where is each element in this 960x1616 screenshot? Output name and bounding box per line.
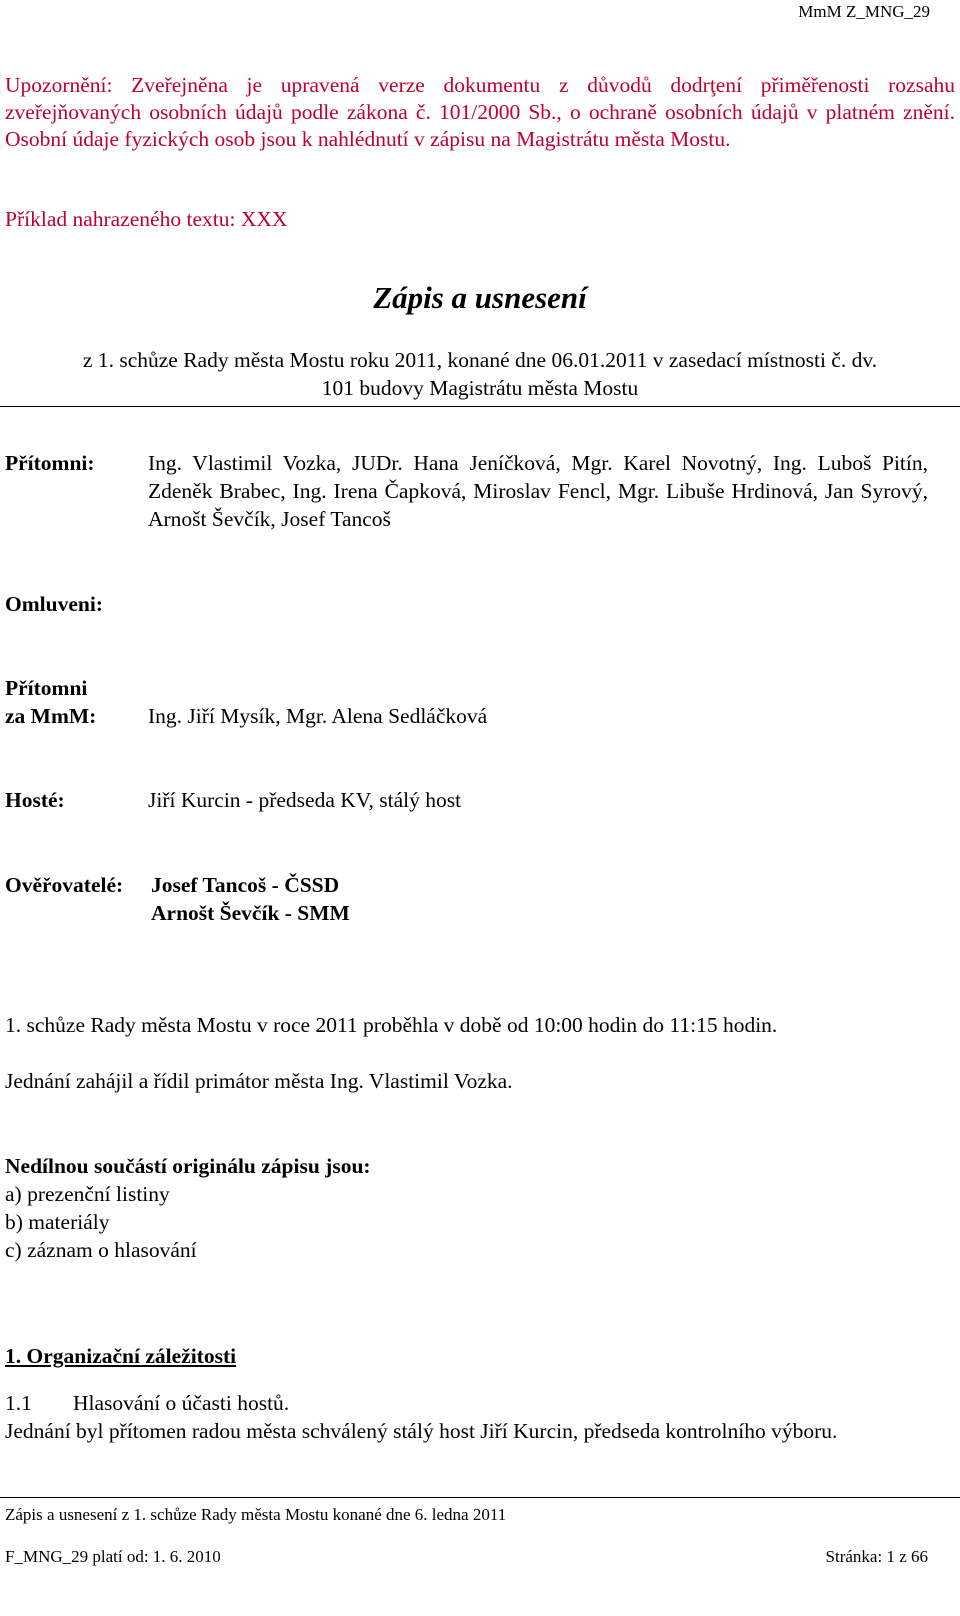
item-title: Hlasování o účasti hostů. bbox=[73, 1391, 290, 1415]
excused-label: Omluveni: bbox=[5, 592, 103, 616]
present-value: Ing. Vlastimil Vozka, JUDr. Hana Jeníčková, Mgr. Karel Novotný, Ing. Luboš Pitín, Zdeněk Brabec, Ing. Irena Čapková, Miroslav Fencl, Mgr. Libuše Hrdinová, Jan Syrový, Arnošt Ševčík, Josef Tancoš bbox=[148, 451, 928, 531]
header-divider bbox=[0, 406, 960, 407]
attachments-heading: Nedílnou součástí originálu zápisu jsou: bbox=[5, 1154, 371, 1178]
subtitle-line-1: z 1. schůze Rady města Mostu roku 2011, konané dne 06.01.2011 v zasedací místnosti č. dv. bbox=[82, 348, 878, 372]
page-title: Zápis a usnesení bbox=[373, 280, 587, 315]
chair-statement: Jednání zahájil a řídil primátor města Ing. Vlastimil Vozka. bbox=[5, 1069, 513, 1093]
mmm-label-line-2: za MmM: bbox=[5, 704, 97, 728]
subtitle-line-2: 101 budovy Magistrátu města Mostu bbox=[321, 376, 639, 400]
verifier-2: Arnošt Ševčík - SMM bbox=[151, 901, 350, 925]
attachment-item: c) záznam o hlasování bbox=[5, 1238, 197, 1262]
guests-label: Hosté: bbox=[5, 788, 65, 812]
mmm-label-line-1: Přítomni bbox=[5, 676, 88, 700]
present-label: Přítomni: bbox=[5, 451, 95, 475]
verifiers-list bbox=[151, 871, 350, 927]
mmm-label bbox=[5, 674, 96, 730]
footer-page-number: Stránka: 1 z 66 bbox=[825, 1547, 928, 1566]
document-code: MmM Z_MNG_29 bbox=[798, 2, 930, 21]
footer-validity: F_MNG_29 platí od: 1. 6. 2010 bbox=[5, 1547, 221, 1566]
footer-divider bbox=[0, 1497, 960, 1498]
attachments-section bbox=[5, 1152, 371, 1264]
page-subtitle bbox=[0, 346, 960, 402]
section-heading: 1. Organizační záležitosti bbox=[5, 1344, 237, 1368]
item-text: Jednání byl přítomen radou města schválený stálý host Jiří Kurcin, předseda kontrolního výboru. bbox=[5, 1419, 838, 1443]
attachment-item: b) materiály bbox=[5, 1210, 110, 1234]
session-time: 1. schůze Rady města Mostu v roce 2011 proběhla v době od 10:00 hodin do 11:15 hodin. bbox=[5, 1013, 778, 1037]
footer-document-line: Zápis a usnesení z 1. schůze Rady města Mostu konané dne 6. ledna 2011 bbox=[5, 1505, 507, 1524]
item-number: 1.1 bbox=[5, 1391, 32, 1415]
replacement-example: Příklad nahrazeného textu: XXX bbox=[5, 207, 288, 231]
verifiers-label: Ověřovatelé: bbox=[5, 873, 124, 897]
guests-value: Jiří Kurcin - předseda KV, stálý host bbox=[148, 788, 462, 812]
attachment-item: a) prezenční listiny bbox=[5, 1182, 170, 1206]
verifier-1: Josef Tancoš - ČSSD bbox=[151, 873, 340, 897]
privacy-notice: Upozornění: Zveřejněna je upravená verze dokumentu z důvodů dodrţení přiměřenosti rozsahu zveřejňovaných osobních údajů podle zákona č. 101/2000 Sb., o ochraně osobních údajů v platném znění. Osobní údaje fyzických osob jsou k nahlédnutí v zápisu na Magistrátu města Mostu. bbox=[5, 73, 955, 151]
mmm-value: Ing. Jiří Mysík, Mgr. Alena Sedláčková bbox=[148, 704, 488, 728]
